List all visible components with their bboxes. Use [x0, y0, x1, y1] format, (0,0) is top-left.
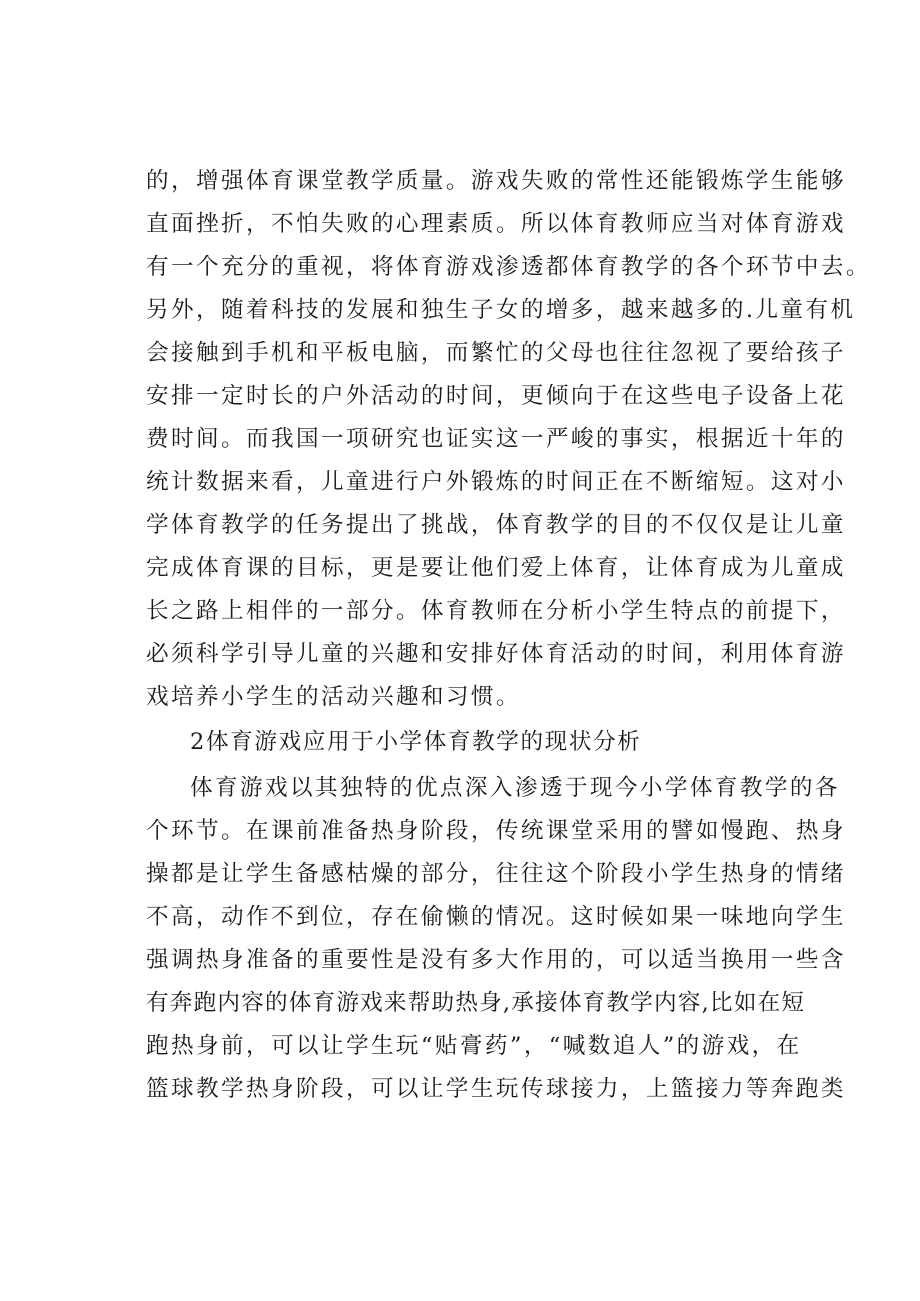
text-line: 学体育教学的任务提出了挑战，体育教学的目的不仅仅是让儿童 — [146, 512, 846, 538]
section-heading: 2体育游戏应用于小学体育教学的现状分析 — [190, 729, 642, 755]
text-line: 直面挫折，不怕失败的心理素质。所以体育教师应当对体育游戏 — [146, 211, 846, 237]
text-line: 有一个充分的重视，将体育游戏渗透都体育教学的各个环节中去。 — [146, 254, 871, 280]
text-line: 体育游戏以其独特的优点深入渗透于现今小学体育教学的各 — [190, 775, 840, 801]
text-line: 的，增强体育课堂教学质量。游戏失败的常性还能锻炼学生能够 — [146, 168, 846, 194]
text-line: 跑热身前，可以让学生玩“贴膏药”，“喊数追人”的游戏，在 — [146, 1033, 802, 1059]
text-line: 长之路上相伴的一部分。体育教师在分析小学生特点的前提下， — [146, 598, 846, 624]
text-line: 安排一定时长的户外活动的时间，更倾向于在这些电子设备上花 — [146, 383, 846, 409]
text-line: 篮球教学热身阶段，可以让学生玩传球接力，上篮接力等奔跑类 — [146, 1076, 846, 1102]
text-line: 强调热身准备的重要性是没有多大作用的，可以适当换用一些含 — [146, 947, 846, 973]
text-line: 必须科学引导儿童的兴趣和安排好体育活动的时间，利用体育游 — [146, 641, 846, 667]
text-line: 完成体育课的目标，更是要让他们爱上体育，让体育成为儿童成 — [146, 555, 846, 581]
text-line: 个环节。在课前准备热身阶段，传统课堂采用的譬如慢跑、热身 — [146, 818, 846, 844]
text-line: 费时间。而我国一项研究也证实这一严峻的事实，根据近十年的 — [146, 426, 846, 452]
text-line: 戏培养小学生的活动兴趣和习惯。 — [146, 684, 521, 710]
text-line: 不高，动作不到位，存在偷懒的情况。这时候如果一味地向学生 — [146, 904, 846, 930]
text-line: 操都是让学生备感枯燥的部分，往往这个阶段小学生热身的情绪 — [146, 861, 846, 887]
text-line: 另外，随着科技的发展和独生子女的增多，越来越多的.儿童有机 — [146, 297, 856, 323]
text-line: 有奔跑内容的体育游戏来帮助热身,承接体育教学内容,比如在短 — [146, 990, 806, 1016]
text-line: 统计数据来看，儿童进行户外锻炼的时间正在不断缩短。这对小 — [146, 469, 846, 495]
text-line: 会接触到手机和平板电脑，而繁忙的父母也往往忽视了要给孩子 — [146, 340, 846, 366]
